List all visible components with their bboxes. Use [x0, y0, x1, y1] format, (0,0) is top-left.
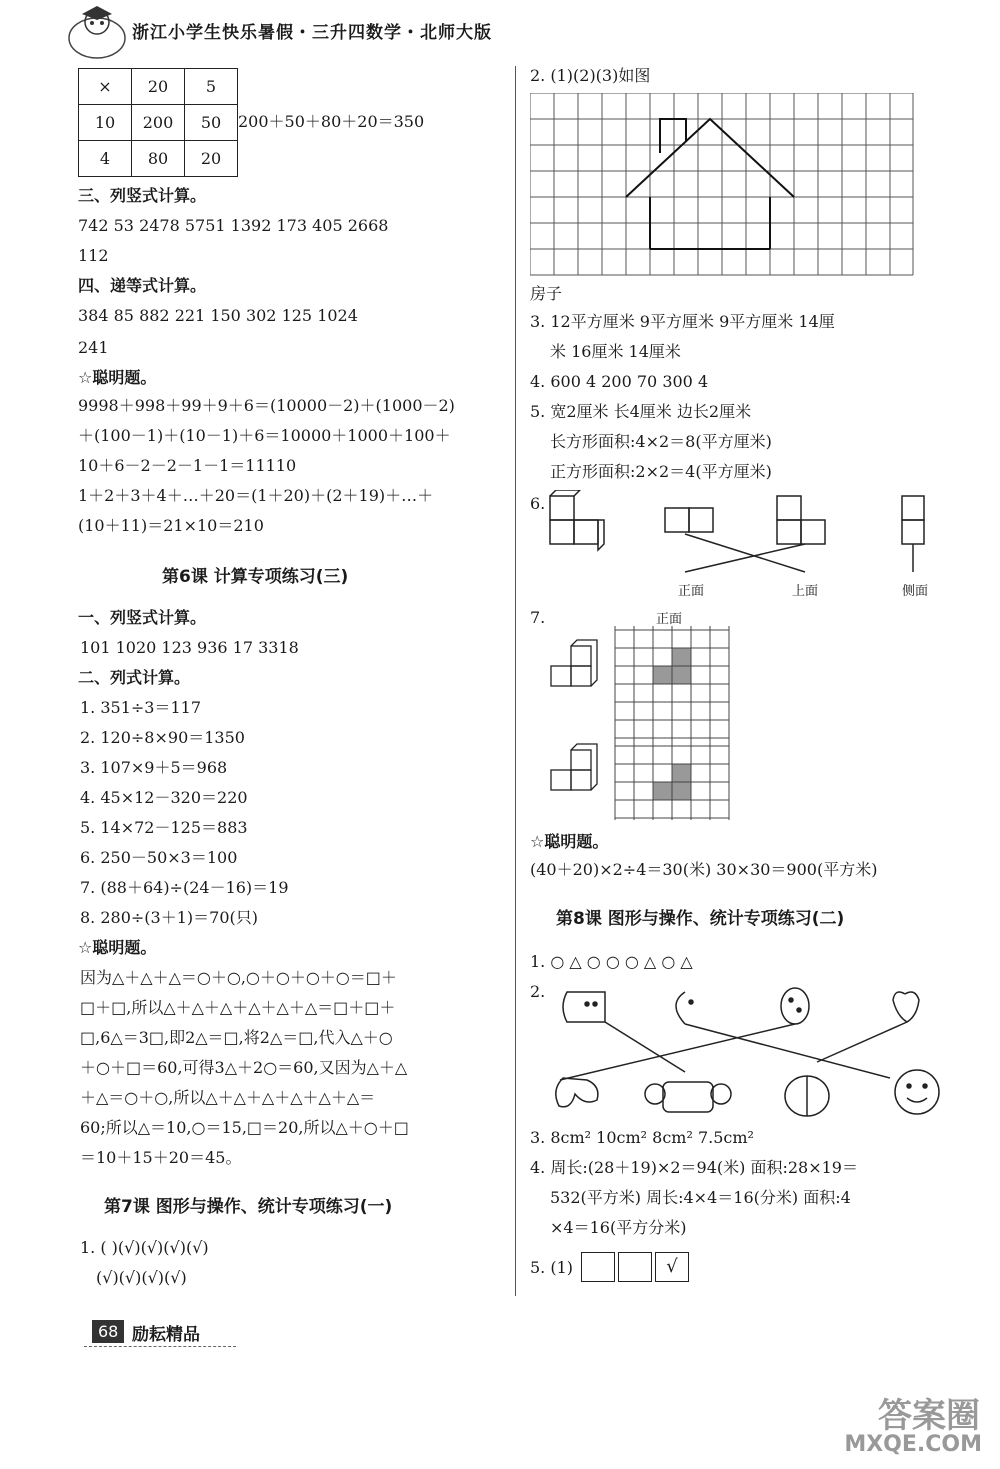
- question-line: 2. (1)(2)(3)如图: [530, 66, 651, 85]
- list-item: 6. 250－50×3＝100: [80, 848, 238, 867]
- answer-line: 241: [78, 338, 109, 357]
- answer-line: ＋△＝○＋○,所以△＋△＋△＋△＋△＋△＝: [80, 1088, 376, 1107]
- cube-views-figure: [545, 490, 945, 600]
- section-title: ☆聪明题。: [530, 832, 609, 851]
- table-cell: 10: [79, 105, 132, 141]
- figure-caption: 房子: [530, 284, 563, 303]
- brand-label: 励耘精品: [132, 1325, 200, 1345]
- answer-line: 因为△＋△＋△＝○＋○,○＋○＋○＋○＝□＋: [80, 968, 397, 987]
- table-cell: 80: [132, 141, 185, 177]
- answer-line: 112: [78, 246, 109, 265]
- answer-box: [581, 1252, 615, 1282]
- section-title: 二、列式计算。: [78, 668, 191, 687]
- mascot-logo: [62, 4, 132, 62]
- section-title: 三、列竖式计算。: [78, 186, 207, 205]
- view-label: 上面: [792, 584, 819, 599]
- question-line: 3. 12平方厘米 9平方厘米 9平方厘米 14厘: [530, 312, 835, 331]
- question-number: 7.: [530, 608, 546, 627]
- answer-line: 60;所以△＝10,○＝15,□＝20,所以△＋○＋□: [80, 1118, 409, 1137]
- answer-line: □＋□,所以△＋△＋△＋△＋△＋△＝□＋□＋: [80, 998, 396, 1017]
- answer-line: 1＋2＋3＋4＋…＋20＝(1＋20)＋(2＋19)＋…＋: [78, 486, 434, 505]
- answer-line: (√)(√)(√)(√): [96, 1268, 187, 1287]
- answer-box: [618, 1252, 652, 1282]
- matching-figure: [545, 982, 955, 1122]
- list-item: 1. 351÷3＝117: [80, 698, 202, 717]
- table-cell: 20: [185, 141, 238, 177]
- answer-line: 532(平方米) 周长:4×4＝16(分米) 面积:4: [550, 1188, 851, 1207]
- house-grid: [530, 93, 914, 276]
- answer-line: ＝10＋15＋20＝45。: [80, 1148, 242, 1167]
- question-number: 5. (1): [530, 1258, 574, 1277]
- answer-line: 742 53 2478 5751 1392 173 405 2668: [78, 216, 389, 235]
- table-cell: 5: [185, 69, 238, 105]
- list-item: 2. 120÷8×90＝1350: [80, 728, 245, 747]
- table-cell: 50: [185, 105, 238, 141]
- table-equation: 200＋50＋80＋20＝350: [238, 112, 425, 131]
- multiplication-table: [78, 68, 238, 177]
- answer-box-checked: √: [655, 1252, 689, 1282]
- view-label: 侧面: [902, 584, 929, 599]
- answer-line: (40＋20)×2÷4＝30(米) 30×30＝900(平方米): [530, 860, 878, 879]
- answer-line: 1. ( )(√)(√)(√)(√): [80, 1238, 209, 1257]
- answer-line: ×4＝16(平方分米): [550, 1218, 687, 1237]
- view-label: 正面: [656, 612, 683, 627]
- answer-line: (10＋11)＝21×10＝210: [78, 516, 264, 535]
- watermark-logo: 答案圈: [878, 1396, 980, 1436]
- page-number: 68: [92, 1320, 124, 1343]
- question-number: 2.: [530, 982, 546, 1001]
- answer-line: 3. 8cm² 10cm² 8cm² 7.5cm²: [530, 1128, 754, 1147]
- question-line: 米 16厘米 14厘米: [550, 342, 681, 361]
- table-cell: ×: [79, 69, 132, 105]
- section-title: ☆聪明题。: [78, 368, 157, 387]
- answer-line: 101 1020 123 936 17 3318: [80, 638, 299, 657]
- section-title: 四、递等式计算。: [78, 276, 207, 295]
- answer-line: 4. 周长:(28＋19)×2＝94(米) 面积:28×19＝: [530, 1158, 858, 1177]
- list-item: 4. 45×12－320＝220: [80, 788, 248, 807]
- answer-line: 9998＋998＋99＋9＋6＝(10000－2)＋(1000－2): [78, 396, 455, 415]
- section-title: ☆聪明题。: [78, 938, 157, 957]
- question-line: 正方形面积:2×2＝4(平方厘米): [550, 462, 772, 481]
- question-line: 4. 600 4 200 70 300 4: [530, 372, 709, 391]
- lesson-title: 第6课 计算专项练习(三): [162, 567, 349, 587]
- answer-line: ＋(100－1)＋(10－1)＋6＝10000＋1000＋100＋: [78, 426, 451, 445]
- view-label: 正面: [678, 584, 705, 599]
- answer-line: □,6△＝3□,即2△＝□,将2△＝□,代入△＋○: [80, 1028, 393, 1047]
- watermark-text: MXQE.COM: [844, 1432, 982, 1457]
- question-line: 长方形面积:4×2＝8(平方厘米): [550, 432, 772, 451]
- column-divider: [515, 66, 516, 1296]
- list-item: 5. 14×72－125＝883: [80, 818, 248, 837]
- answer-line: 1. ○ △ ○ ○ ○ △ ○ △: [530, 952, 693, 971]
- table-cell: 4: [79, 141, 132, 177]
- section-title: 一、列竖式计算。: [78, 608, 207, 627]
- answer-line: ＋○＋□＝60,可得3△＋2○＝60,又因为△＋△: [80, 1058, 408, 1077]
- lesson-title: 第8课 图形与操作、统计专项练习(二): [556, 909, 845, 929]
- list-item: 7. (88＋64)÷(24－16)＝19: [80, 878, 289, 897]
- table-cell: 20: [132, 69, 185, 105]
- answer-line: 10＋6－2－2－1－1＝11110: [78, 456, 297, 475]
- lesson-title: 第7课 图形与操作、统计专项练习(一): [104, 1197, 393, 1217]
- cube-grid-figure: [545, 626, 735, 822]
- list-item: 8. 280÷(3＋1)＝70(只): [80, 908, 258, 927]
- answer-line: 384 85 882 221 150 302 125 1024: [78, 306, 358, 325]
- question-line: 5. 宽2厘米 长4厘米 边长2厘米: [530, 402, 752, 421]
- question-number: 6.: [530, 494, 546, 513]
- table-cell: 200: [132, 105, 185, 141]
- footer-divider: [84, 1346, 236, 1347]
- header-title: 浙江小学生快乐暑假・三升四数学・北师大版: [132, 23, 492, 43]
- list-item: 3. 107×9＋5＝968: [80, 758, 228, 777]
